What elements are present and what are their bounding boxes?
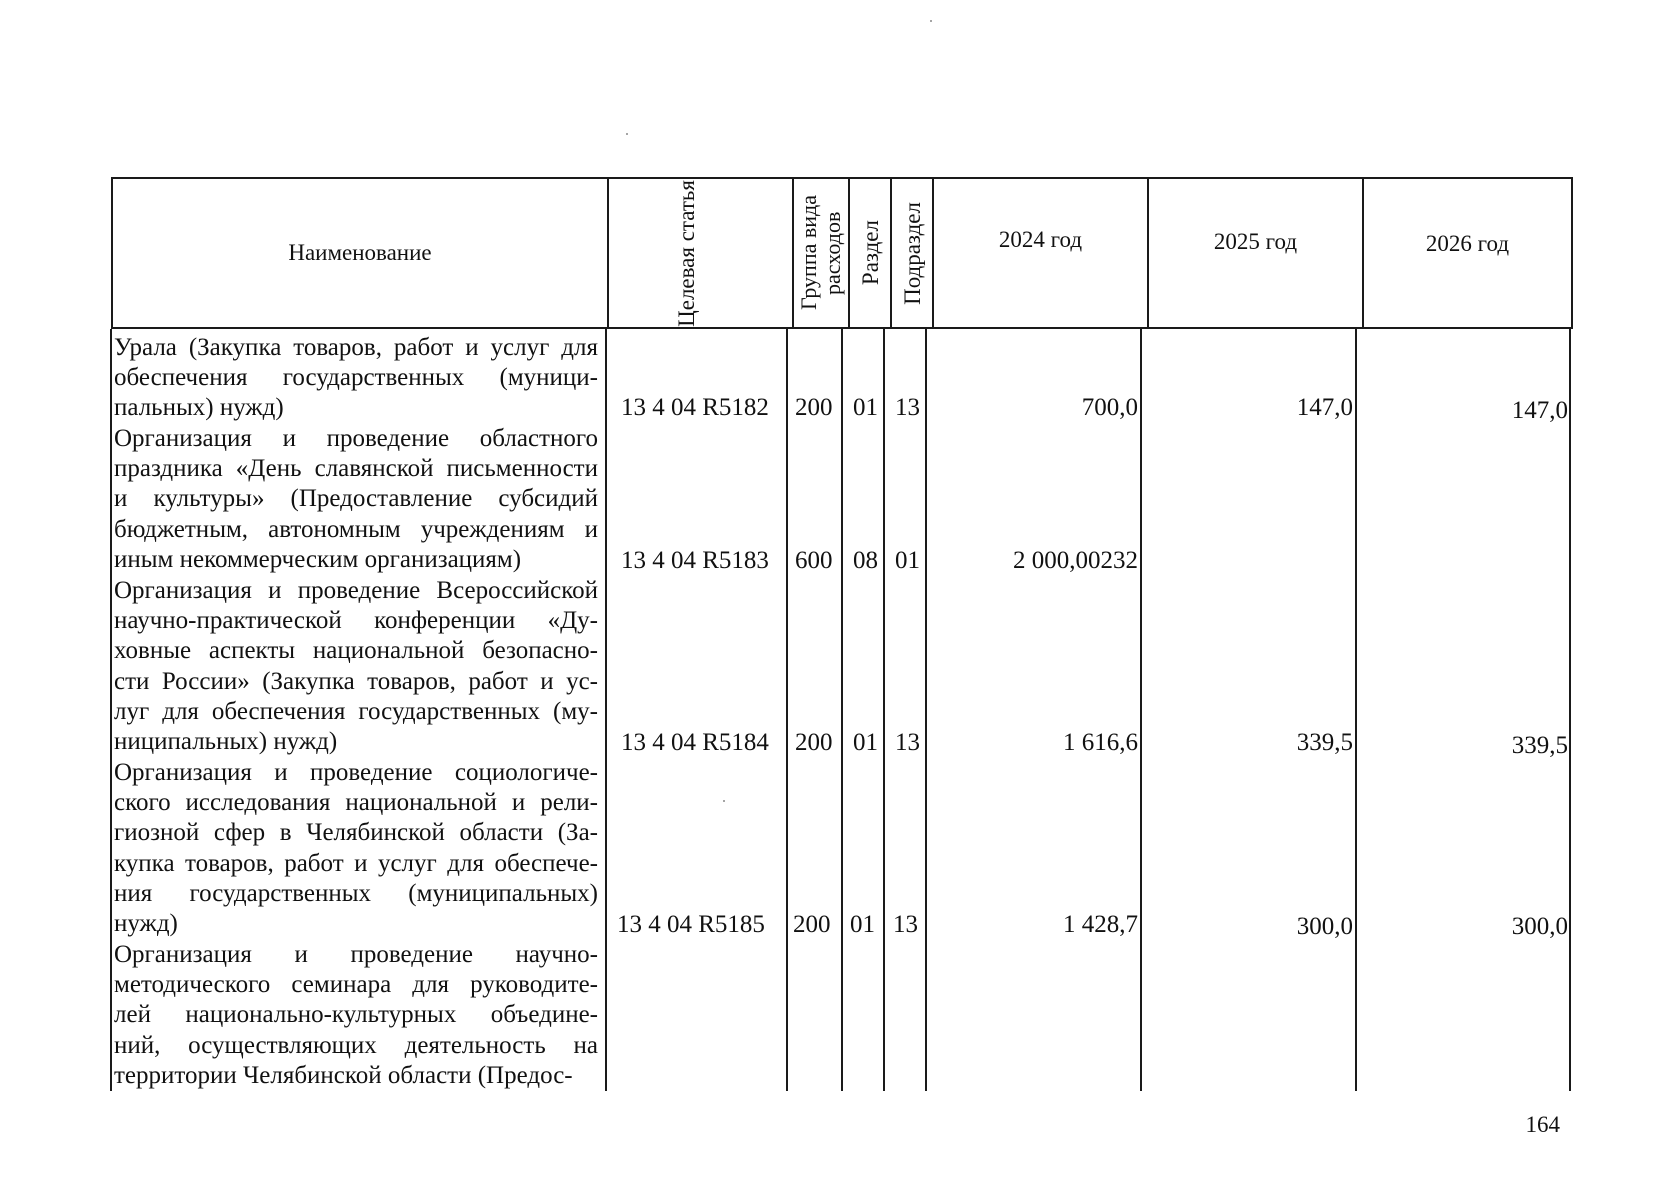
row-text-line: ховные аспекты национальной безопасно-: [114, 637, 598, 665]
header-name: [113, 179, 609, 327]
header-subsection: [892, 179, 934, 327]
header-expense-group: [794, 179, 850, 327]
row-code: 13 4 04 R5185: [617, 911, 765, 938]
table-row: [114, 424, 598, 575]
row-value-2026: 147,0: [1511, 397, 1568, 424]
row-text-line: луг для обеспечения государственных (му-: [114, 697, 598, 725]
table-row: [114, 940, 598, 1091]
row-code: 13 4 04 R5184: [621, 729, 769, 756]
row-text-line: Организация и проведение Всероссийской: [114, 577, 598, 604]
row-text-line: Организация и проведение областного: [114, 425, 598, 452]
row-group: 600: [795, 547, 833, 574]
row-value-2024: 700,0: [1081, 394, 1138, 421]
header-target-item: [609, 179, 794, 327]
table-row: [114, 333, 598, 424]
row-subsection: 13: [895, 729, 920, 756]
row-value-2026: 300,0: [1511, 913, 1568, 940]
scan-speck: [723, 800, 725, 802]
table-row: [114, 758, 598, 939]
row-value-2026: 339,5: [1511, 732, 1568, 759]
row-subsection: 13: [895, 394, 920, 421]
row-text-line: гиозной сфер в Челябинской области (За-: [114, 819, 598, 847]
row-value-2024: 2 000,00232: [1013, 547, 1138, 574]
header-2025-label: 2025 год: [1213, 229, 1298, 254]
header-name-label: Наименование: [288, 240, 432, 265]
row-text-line: иным некоммерческим организациям): [114, 545, 522, 573]
row-text-line: купка товаров, работ и услуг для обеспече-: [114, 849, 598, 877]
header-2024: [934, 179, 1149, 327]
row-text-line: методического семинара для руководите-: [114, 971, 598, 999]
col-line-code: [786, 329, 788, 1091]
row-section: 01: [853, 729, 878, 756]
header-target-item-label: Целевая статья: [673, 179, 699, 327]
row-text-line: праздника «День славянской письменности: [114, 455, 598, 483]
row-code: 13 4 04 R5182: [621, 394, 769, 421]
row-subsection: 01: [895, 547, 920, 574]
row-text-line: сти России» (Закупка товаров, работ и ус-: [114, 667, 598, 695]
row-text-line: обеспечения государственных (муници-: [114, 364, 598, 392]
col-line-2026: [1569, 329, 1571, 1091]
row-text-line: территории Челябинской области (Предос-: [114, 1061, 573, 1089]
page-number: 164: [1525, 1112, 1560, 1137]
header-section-label: Раздел: [857, 220, 883, 286]
header-2024-label: 2024 год: [998, 227, 1083, 252]
row-value-2025: 147,0: [1296, 394, 1353, 421]
row-text-line: ний, осуществляющих деятельность на: [114, 1031, 598, 1059]
row-value-2025: 300,0: [1296, 913, 1353, 940]
col-line-name: [605, 329, 607, 1091]
header-section: [850, 179, 892, 327]
row-value-2024: 1 428,7: [1063, 911, 1138, 938]
row-text-line: лей национально-культурных объедине-: [114, 1001, 598, 1029]
row-group: 200: [795, 729, 833, 756]
row-text-line: Организация и проведение социологиче-: [114, 759, 598, 786]
row-text-line: ния государственных (муниципальных): [114, 879, 598, 907]
row-text-line: Урала (Закупка товаров, работ и услуг для: [114, 334, 598, 361]
row-code: 13 4 04 R5183: [621, 547, 769, 574]
row-value-2025: 339,5: [1296, 729, 1353, 756]
col-line-group: [841, 329, 843, 1091]
scan-speck: [626, 133, 628, 135]
row-section: 01: [853, 394, 878, 421]
row-text-line: ского исследования национальной и рели-: [114, 789, 598, 817]
row-group: 200: [793, 911, 831, 938]
row-text-line: бюджетным, автономным учреждениям и: [114, 515, 598, 543]
col-line-subsection: [925, 329, 927, 1091]
col-line-section: [883, 329, 885, 1091]
row-text-line: Организация и проведение научно-: [114, 941, 598, 968]
row-section: 01: [850, 911, 875, 938]
row-text-line: и культуры» (Предоставление субсидий: [114, 485, 598, 513]
header-expense-group-label: Группа вида расходов: [796, 195, 845, 311]
row-text-line: пальных) нужд): [114, 394, 284, 422]
header-2026: [1364, 179, 1571, 327]
header-2026-label: 2026 год: [1425, 231, 1510, 256]
row-group: 200: [795, 394, 833, 421]
row-subsection: 13: [893, 911, 918, 938]
header-2025: [1149, 179, 1364, 327]
col-line-2024: [1140, 329, 1142, 1091]
row-value-2024: 1 616,6: [1063, 729, 1138, 756]
scan-speck: [930, 20, 932, 22]
table-row: [114, 576, 598, 757]
row-section: 08: [853, 547, 878, 574]
col-line-2025: [1355, 329, 1357, 1091]
header-subsection-label: Подраздел: [899, 201, 925, 305]
row-text-line: нужд): [114, 910, 178, 938]
table-header: [111, 177, 1573, 329]
row-text-line: ниципальных) нужд): [114, 728, 338, 756]
col-line-left: [110, 329, 112, 1091]
row-text-line: научно-практической конференции «Ду-: [114, 607, 598, 635]
